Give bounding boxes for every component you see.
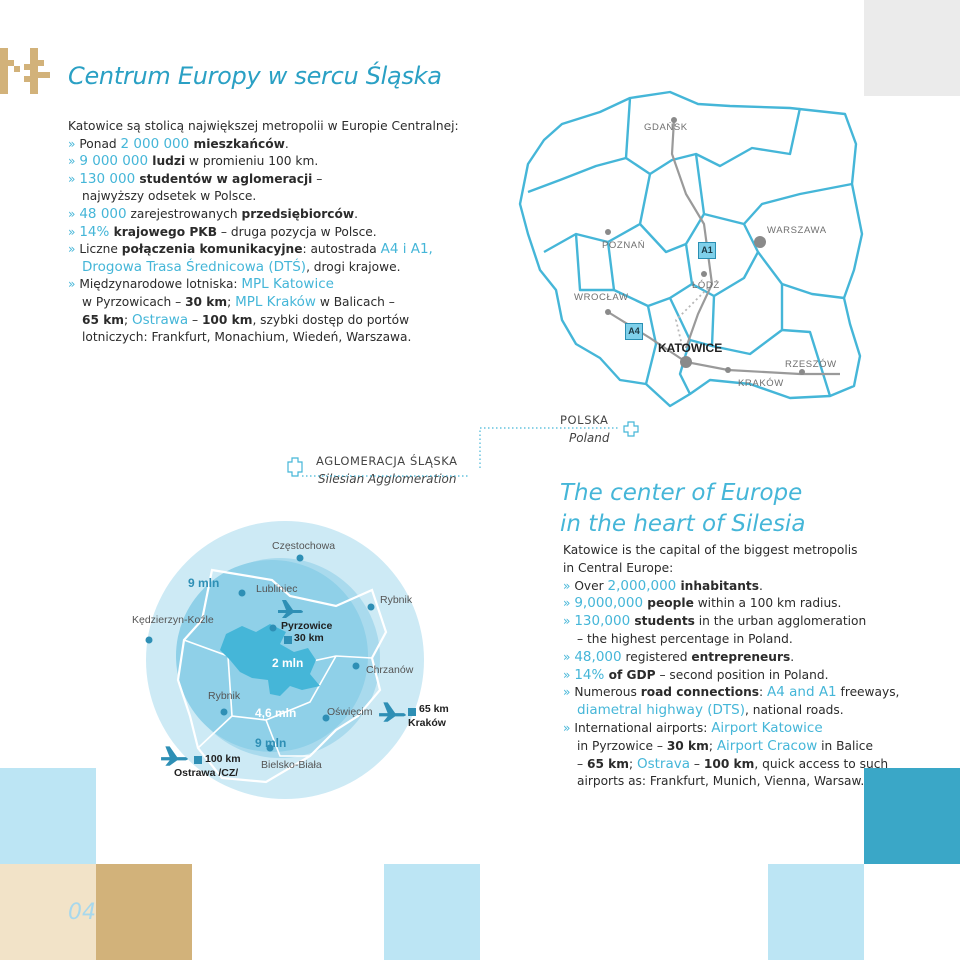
page-number: 04 <box>68 900 96 925</box>
list-item: » Międzynarodowe lotniska: MPL Katowice <box>68 276 334 293</box>
agglo-title-pl: AGLOMERACJA ŚLĄSKA <box>316 454 458 468</box>
list-item-cont: w Pyrzowicach – 30 km; MPL Kraków w Balicach – <box>82 293 395 310</box>
agglo-title-en: Silesian Agglomeration <box>318 472 457 486</box>
plane-icon-pyrzowice <box>277 598 305 618</box>
agglo-km65: 65 km <box>419 703 449 715</box>
list-item: » 48 000 zarejestrowanych przedsiębiorców. <box>68 205 359 222</box>
deco-block-lightblue-mid <box>384 864 480 960</box>
map-city-krakow: KRAKÓW <box>738 378 784 389</box>
list-item-cont: lotniczych: Frankfurt, Monachium, Wiedeń, Warszawa. <box>82 330 412 345</box>
deco-block-lightblue-left <box>0 768 96 864</box>
intro-line: Katowice są stolicą największej metropolii w Europie Centralnej: <box>68 119 459 133</box>
agglo-krakow: Kraków <box>408 717 446 729</box>
agglo-46mln: 4,6 mln <box>255 706 297 720</box>
agglo-oswiecim: Oświęcim <box>327 706 373 718</box>
agglo-marker-icon <box>284 456 474 480</box>
list-item-cont: diametral highway (DTS), national roads. <box>577 702 844 719</box>
agglo-bielsko: Bielsko-Biała <box>261 759 322 771</box>
list-item: » Numerous road connections: A4 and A1 freeways, <box>563 684 900 701</box>
list-item: » 9 000 000 ludzi w promieniu 100 km. <box>68 153 319 170</box>
agglo-ostrawa: Ostrawa /CZ/ <box>174 767 239 779</box>
intro-text-en: Katowice is the capital of the biggest metropolis in Central Europe: » Over 2,000,000 inhabitants. » 9,000,000 people within a 100 km radius. » 130,000 students in the urban agglomeration – the highest percentage in Poland. » 48,000 registered entrepreneurs. » 14% of GDP – second position in Poland. » Numerous road connections: A4 and A1 freeways, diametral highway (DTS), national roads. » International airports: Airport Katowice in Pyrzowice – 30 km; Airport Cracow in Balice – 65 km; Ostrava – 100 km, quick access to such airports as: Frankfurt, Munich, Vienna, Warsaw. <box>563 542 899 791</box>
agglo-rybnik-top: Rybnik <box>380 594 413 606</box>
list-item: » Ponad 2 000 000 mieszkańców. <box>68 135 289 152</box>
agglo-lubliniec: Lubliniec <box>256 583 298 595</box>
list-item-cont: – the highest percentage in Poland. <box>577 631 793 646</box>
agglo-9mln-inner: 9 mln <box>255 736 287 750</box>
map-caption-en: Poland <box>569 431 610 445</box>
list-item: » 9,000,000 people within a 100 km radius. <box>563 595 842 612</box>
deco-block-lightblue-right <box>768 864 864 960</box>
list-item: » 130,000 students in the urban agglomeration <box>563 613 867 630</box>
list-item: » 14% krajowego PKB – druga pozycja w Polsce. <box>68 223 377 240</box>
connector-line-icon <box>476 418 652 474</box>
map-caption-pl: POLSKA <box>560 413 609 427</box>
agglo-km100: 100 km <box>205 753 241 765</box>
page-title-pl: Centrum Europy w sercu Śląska <box>68 62 442 90</box>
agglo-pyrzowice: Pyrzowice <box>281 620 333 632</box>
road-badge-a4: A4 <box>625 323 643 340</box>
agglo-kedzierzyn: Kędzierzyn-Koźle <box>132 614 214 626</box>
agglo-2mln: 2 mln <box>272 656 304 670</box>
list-item-cont: in Pyrzowice – 30 km; Airport Cracow in Balice <box>577 737 873 754</box>
plane-icon-ostrawa <box>160 744 190 766</box>
corner-grey-block <box>864 0 960 96</box>
agglo-rybnik: Rybnik <box>208 690 241 702</box>
list-item: » International airports: Airport Katowice <box>563 719 823 736</box>
map-city-lodz: ŁÓDŹ <box>692 280 720 291</box>
list-item-cont: – 65 km; Ostrava – 100 km, quick access to such <box>577 755 889 772</box>
list-item-cont: Drogowa Trasa Średnicowa (DTŚ), drogi krajowe. <box>82 258 401 275</box>
map-city-wroclaw: WROCŁAW <box>574 292 629 303</box>
map-city-warszawa: WARSZAWA <box>767 225 827 236</box>
agglo-chrzanow: Chrzanów <box>366 664 414 676</box>
list-item-cont: najwyższy odsetek w Polsce. <box>82 189 257 204</box>
list-item-cont: airports as: Frankfurt, Munich, Vienna, Warsaw. <box>577 774 865 789</box>
list-item: » 48,000 registered entrepreneurs. <box>563 648 795 665</box>
map-city-rzeszow: RZESZÓW <box>785 359 837 370</box>
intro-text-pl <box>68 118 459 347</box>
road-badge-a1: A1 <box>698 242 716 259</box>
map-city-katowice: KATOWICE <box>658 341 723 355</box>
list-item: » Liczne połączenia komunikacyjne: autostrada A4 i A1, <box>68 241 433 258</box>
list-item: » 130 000 studentów w aglomeracji – <box>68 170 323 187</box>
map-city-gdansk: GDAŃSK <box>644 122 688 133</box>
list-item: » 14% of GDP – second position in Poland. <box>563 666 829 683</box>
list-item: » Over 2,000,000 inhabitants. <box>563 577 763 594</box>
map-city-poznan: POZNAŃ <box>602 240 646 251</box>
logo-icon <box>0 48 62 106</box>
list-item-cont: 65 km; Ostrawa – 100 km, szybki dostęp do portów <box>82 311 410 328</box>
agglo-9mln-outer: 9 mln <box>188 576 220 590</box>
page-title-en: The center of Europe in the heart of Silesia <box>560 480 806 537</box>
deco-block-gold <box>96 864 192 960</box>
plane-icon-krakow <box>378 700 408 722</box>
agglo-km30: 30 km <box>294 632 324 644</box>
agglo-czestochowa: Częstochowa <box>272 540 336 552</box>
